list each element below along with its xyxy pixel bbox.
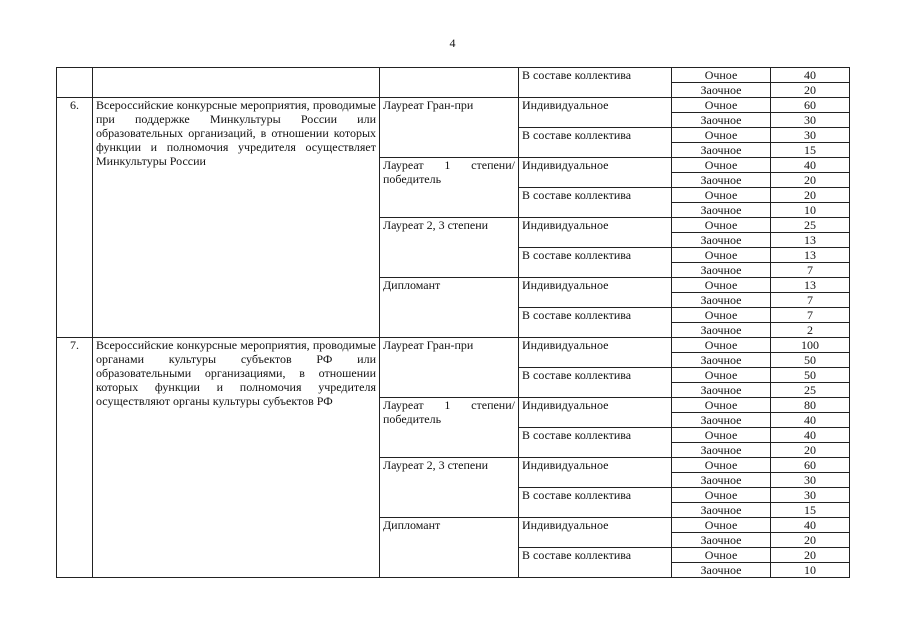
form-cell: Очное xyxy=(672,428,771,443)
title-cell: Лауреат Гран-при xyxy=(380,98,519,158)
event-cell: Всероссийские конкурсные мероприятия, проводимые органами культуры субъектов РФ или образовательными организациями, в отношении которых функции и полномочия учредителя осуществляют органы культуры субъектов РФ xyxy=(93,338,380,578)
points-cell: 50 xyxy=(771,368,850,383)
form-cell: Очное xyxy=(672,338,771,353)
participation-cell: Индивидуальное xyxy=(519,278,672,308)
form-cell: Заочное xyxy=(672,173,771,188)
title-cell: Лауреат 2, 3 степени xyxy=(380,458,519,518)
form-cell: Очное xyxy=(672,518,771,533)
form-cell: Заочное xyxy=(672,353,771,368)
form-cell: Очное xyxy=(672,98,771,113)
title-cell: Лауреат Гран-при xyxy=(380,338,519,398)
points-cell: 20 xyxy=(771,83,850,98)
title-cell: Дипломант xyxy=(380,518,519,578)
participation-cell: Индивидуальное xyxy=(519,518,672,548)
row-number-cell xyxy=(57,68,93,98)
participation-cell: Индивидуальное xyxy=(519,158,672,188)
form-cell: Очное xyxy=(672,158,771,173)
points-cell: 20 xyxy=(771,188,850,203)
participation-cell: В составе коллектива xyxy=(519,248,672,278)
row-number-cell: 7. xyxy=(57,338,93,578)
points-cell: 30 xyxy=(771,473,850,488)
points-cell: 40 xyxy=(771,68,850,83)
form-cell: Очное xyxy=(672,248,771,263)
form-cell: Заочное xyxy=(672,533,771,548)
form-cell: Заочное xyxy=(672,383,771,398)
form-cell: Очное xyxy=(672,368,771,383)
participation-cell: В составе коллектива xyxy=(519,428,672,458)
participation-cell: Индивидуальное xyxy=(519,98,672,128)
table-row xyxy=(57,98,850,113)
form-cell: Заочное xyxy=(672,83,771,98)
form-cell: Заочное xyxy=(672,473,771,488)
form-cell: Очное xyxy=(672,398,771,413)
form-cell: Очное xyxy=(672,188,771,203)
page-number: 4 xyxy=(449,36,456,50)
form-cell: Заочное xyxy=(672,263,771,278)
form-cell: Очное xyxy=(672,488,771,503)
scoring-table xyxy=(56,67,850,578)
points-cell: 100 xyxy=(771,338,850,353)
table-row xyxy=(57,338,850,353)
points-cell: 50 xyxy=(771,353,850,368)
points-cell: 30 xyxy=(771,113,850,128)
participation-cell: В составе коллектива xyxy=(519,188,672,218)
points-cell: 15 xyxy=(771,503,850,518)
participation-cell: В составе коллектива xyxy=(519,488,672,518)
form-cell: Заочное xyxy=(672,413,771,428)
form-cell: Очное xyxy=(672,308,771,323)
points-cell: 20 xyxy=(771,548,850,563)
points-cell: 20 xyxy=(771,173,850,188)
participation-cell: Индивидуальное xyxy=(519,218,672,248)
form-cell: Заочное xyxy=(672,443,771,458)
participation-cell: Индивидуальное xyxy=(519,458,672,488)
form-cell: Заочное xyxy=(672,143,771,158)
participation-cell: Индивидуальное xyxy=(519,338,672,368)
title-cell: Лауреат 1 степени/ победитель xyxy=(380,158,519,218)
points-cell: 7 xyxy=(771,308,850,323)
title-cell: Лауреат 1 степени/ победитель xyxy=(380,398,519,458)
participation-cell: В составе коллектива xyxy=(519,128,672,158)
table-row xyxy=(57,68,850,83)
event-cell xyxy=(93,68,380,98)
participation-cell: В составе коллектива xyxy=(519,368,672,398)
row-number-cell: 6. xyxy=(57,98,93,338)
form-cell: Заочное xyxy=(672,113,771,128)
points-cell: 60 xyxy=(771,98,850,113)
points-cell: 20 xyxy=(771,533,850,548)
points-cell: 2 xyxy=(771,323,850,338)
form-cell: Заочное xyxy=(672,503,771,518)
participation-cell: В составе коллектива xyxy=(519,68,672,98)
points-cell: 7 xyxy=(771,293,850,308)
form-cell: Очное xyxy=(672,278,771,293)
form-cell: Очное xyxy=(672,218,771,233)
points-cell: 30 xyxy=(771,488,850,503)
form-cell: Заочное xyxy=(672,203,771,218)
form-cell: Очное xyxy=(672,68,771,83)
participation-cell: Индивидуальное xyxy=(519,398,672,428)
title-cell: Дипломант xyxy=(380,278,519,338)
form-cell: Заочное xyxy=(672,293,771,308)
form-cell: Очное xyxy=(672,458,771,473)
points-cell: 7 xyxy=(771,263,850,278)
points-cell: 40 xyxy=(771,158,850,173)
form-cell: Заочное xyxy=(672,233,771,248)
title-cell xyxy=(380,68,519,98)
points-cell: 60 xyxy=(771,458,850,473)
points-cell: 40 xyxy=(771,518,850,533)
points-cell: 80 xyxy=(771,398,850,413)
points-cell: 40 xyxy=(771,428,850,443)
points-cell: 25 xyxy=(771,218,850,233)
points-cell: 13 xyxy=(771,233,850,248)
points-cell: 13 xyxy=(771,278,850,293)
form-cell: Очное xyxy=(672,548,771,563)
form-cell: Очное xyxy=(672,128,771,143)
form-cell: Заочное xyxy=(672,563,771,578)
points-cell: 15 xyxy=(771,143,850,158)
points-cell: 20 xyxy=(771,443,850,458)
points-cell: 13 xyxy=(771,248,850,263)
participation-cell: В составе коллектива xyxy=(519,548,672,578)
title-cell: Лауреат 2, 3 степени xyxy=(380,218,519,278)
points-cell: 10 xyxy=(771,563,850,578)
points-cell: 25 xyxy=(771,383,850,398)
points-cell: 30 xyxy=(771,128,850,143)
form-cell: Заочное xyxy=(672,323,771,338)
event-cell: Всероссийские конкурсные мероприятия, проводимые при поддержке Минкультуры России или образовательных организаций, в отношении которых функции и полномочия учредителя осуществляет Минкультуры России xyxy=(93,98,380,338)
participation-cell: В составе коллектива xyxy=(519,308,672,338)
points-cell: 40 xyxy=(771,413,850,428)
points-cell: 10 xyxy=(771,203,850,218)
